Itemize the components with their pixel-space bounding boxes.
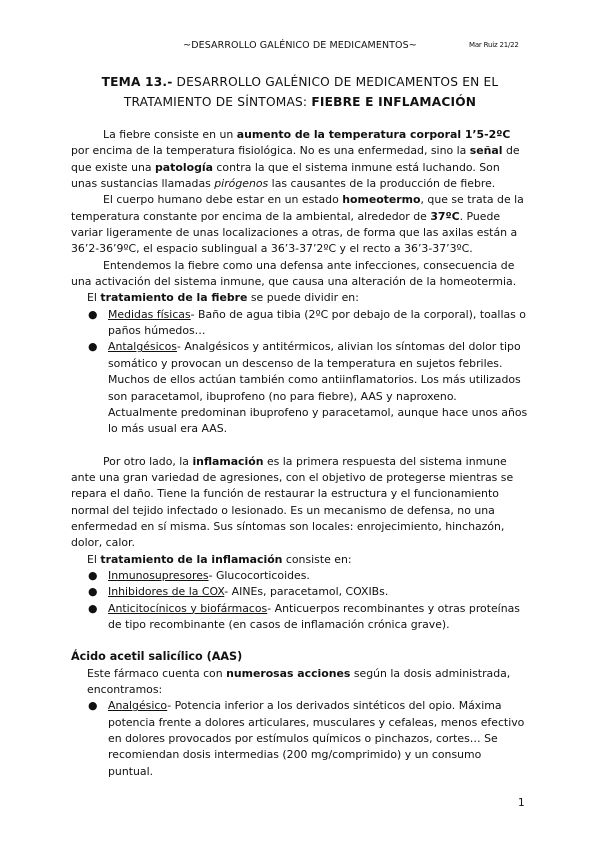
paragraph-fever-defense: Entendemos la fiebre como una defensa ante infecciones, consecuencia de una activación del sistema inmune, que causa una alteración de la homeotermia.: [71, 258, 517, 289]
text: por encima de la temperatura fisiológica. No es una enfermedad, sino la: [71, 144, 470, 158]
text: El: [87, 291, 101, 305]
inflammation-treatment-list: [71, 568, 529, 633]
text: de que existe una: [71, 144, 520, 174]
emphasis: señal: [469, 144, 503, 158]
author-date: Mar Ruiz 21/22: [469, 41, 519, 49]
list-text: - Baño de agua tibia (2ºC por debajo de la corporal), toallas o paños húmedos…: [108, 307, 526, 338]
text: La fiebre consiste en un: [103, 128, 237, 141]
list-term: Analgésico: [108, 699, 168, 713]
list-item: [71, 584, 529, 600]
bullet-icon: ●: [88, 568, 98, 582]
list-text: - Analgésicos y antitérmicos, alivian los síntomas del dolor tipo somático y provocan un descenso de la temperatura en sujetos febriles. Muchos de ellos actúan también como antiinflamatorios. Los más utilizados son paracetamol, ibuprofeno (no para fiebre), AAS y naproxeno. Actualmente predominan ibuprofeno y paracetamol, aunque hace unos años lo más usual era AAS.: [108, 340, 528, 436]
text: , que se trata de la temperatura constante por encima de la ambiental, alrededor de: [71, 193, 524, 223]
list-term: Antalgésicos: [108, 340, 177, 354]
text: se puede dividir en:: [247, 291, 359, 305]
emphasis: inflamación: [192, 454, 264, 468]
emphasis: tratamiento de la fiebre: [100, 291, 248, 305]
text: El: [87, 552, 101, 566]
list-text: - Potencia inferior a los derivados sintéticos del opio. Máxima potencia frente a dolores articulares, musculares y cefaleas, menos efectivo en dolores provocados por estímulos químicos o pinchazos, cortes… Se recomiendan dosis intermedias (200 mg/comprimido) y un consumo puntual.: [108, 699, 525, 778]
page-title: [0, 73, 600, 112]
emphasis: homeotermo: [342, 193, 421, 207]
text: . Puede variar ligeramente de unas localizaciones a otras, de forma que las axilas están a 36’2-36’9ºC, el espacio sublingual a 36’3-37’2ºC y el recto a 36’3-37’3ºC.: [71, 209, 518, 256]
title-line-1: [0, 73, 600, 93]
bullet-icon: ●: [88, 601, 98, 615]
paragraph-inflammation-treatment: [71, 552, 529, 568]
page-number: 1: [518, 797, 525, 809]
text: contra la que el sistema inmune está luchando. Son unas sustancias llamadas: [71, 160, 500, 191]
bullet-icon: ●: [88, 585, 98, 599]
bullet-icon: ●: [88, 699, 98, 713]
text: es la primera respuesta del sistema inmune ante una gran variedad de agresiones, con el objetivo de protegerse mientras se repara el daño. Tiene la función de restaurar la estructura y el funcionamiento normal del tejido infectado o lesionado. Es un mecanismo de defensa, no una enfermedad en sí misma. Sus síntomas son locales: enrojecimiento, hinchazón, dolor, calor.: [71, 454, 514, 550]
bullet-icon: ●: [88, 307, 98, 321]
list-item: [71, 307, 529, 340]
paragraph-fever-treatment: [71, 290, 529, 306]
text: consiste en:: [282, 552, 352, 566]
list-item: [71, 568, 529, 584]
title-line-2: [0, 93, 600, 113]
list-term: Inmunosupresores: [108, 568, 209, 582]
title-line1-text: DESARROLLO GALÉNICO DE MEDICAMENTOS EN EL: [172, 75, 499, 89]
list-term: Anticitocínicos y biofármacos: [108, 601, 268, 615]
spacer: [71, 438, 529, 454]
emphasis: patología: [155, 160, 213, 174]
list-term: Inhibidores de la COX: [108, 585, 225, 599]
list-text: - Anticuerpos recombinantes y otras proteínas de tipo recombinante (en casos de inflamación crónica grave).: [108, 601, 520, 631]
text: El cuerpo humano debe estar en un estado: [103, 193, 343, 207]
emphasis: 37ºC: [430, 209, 460, 223]
text: Por otro lado, la: [103, 454, 193, 468]
bullet-icon: ●: [88, 340, 98, 354]
paragraph-fever-intro: [71, 127, 529, 192]
list-item: [71, 601, 529, 634]
text: según la dosis administrada, encontramos:: [87, 666, 511, 696]
emphasis: numerosas acciones: [226, 666, 351, 680]
title-prefix: TEMA 13.-: [101, 75, 173, 89]
title-line2-text: TRATAMIENTO DE SÍNTOMAS:: [123, 94, 312, 109]
italic-term: pirógenos: [214, 177, 269, 191]
text: Este fármaco cuenta con: [87, 666, 227, 680]
aas-actions-list: [71, 698, 529, 780]
list-item: [71, 339, 529, 437]
paragraph-homeotherm: [71, 192, 529, 257]
emphasis: aumento de la temperatura corporal 1’5-2ºC: [236, 128, 511, 141]
section-heading-aas: Ácido acetil salicílico (AAS): [71, 650, 243, 664]
emphasis: tratamiento de la inflamación: [100, 552, 283, 566]
running-header: ~DESARROLLO GALÉNICO DE MEDICAMENTOS~: [183, 40, 417, 51]
list-item: [71, 698, 529, 780]
paragraph-inflammation: [71, 454, 529, 552]
title-highlight: FIEBRE E INFLAMACIÓN: [311, 94, 477, 109]
document-body: [71, 127, 529, 780]
fever-treatment-list: [71, 307, 529, 438]
spacer: [71, 633, 529, 649]
list-text: - AINEs, paracetamol, COXIBs.: [224, 585, 389, 599]
list-text: - Glucocorticoides.: [208, 568, 310, 582]
text: las causantes de la producción de fiebre.: [268, 177, 496, 191]
paragraph-aas-intro: [71, 666, 529, 699]
list-term: Medidas físicas: [108, 307, 191, 321]
